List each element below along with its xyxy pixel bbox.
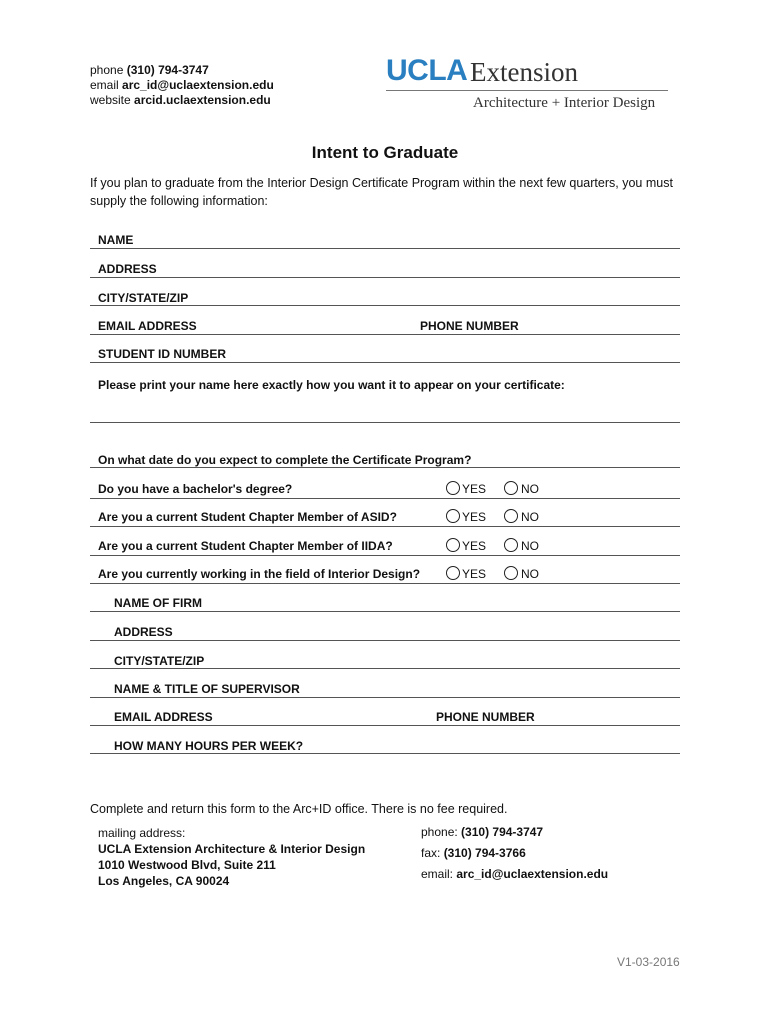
mailing-label: mailing address:	[98, 826, 186, 840]
employer-email-label: EMAIL ADDRESS	[114, 710, 213, 724]
city-field[interactable]	[90, 305, 680, 306]
firm-label: NAME OF FIRM	[114, 596, 202, 610]
city-label: CITY/STATE/ZIP	[98, 291, 189, 305]
radio-working-no-label: NO	[521, 567, 539, 581]
header-contact	[90, 63, 274, 108]
email-phone-field[interactable]	[90, 334, 680, 335]
logo-ucla: UCLA	[386, 54, 468, 87]
mailing-line-2: 1010 Westwood Blvd, Suite 211	[98, 858, 276, 872]
version-label: V1-03-2016	[617, 955, 680, 969]
radio-iida-no-label: NO	[521, 539, 539, 553]
radio-working-no[interactable]	[504, 566, 518, 580]
student-id-field[interactable]	[90, 362, 680, 363]
firm-field[interactable]	[90, 611, 680, 612]
header-email-line: email arc_id@uclaextension.edu	[90, 78, 274, 92]
question-working: Are you currently working in the field of Interior Design?	[98, 567, 421, 581]
footer-fax: (310) 794-3766	[443, 846, 526, 860]
question-asid: Are you a current Student Chapter Member of ASID?	[98, 510, 397, 524]
hours-field[interactable]	[90, 753, 680, 754]
logo-extension: Extension	[470, 57, 578, 87]
page-title: Intent to Graduate	[311, 143, 459, 162]
employer-phone-label: PHONE NUMBER	[436, 710, 535, 724]
radio-asid-yes-label: YES	[462, 510, 487, 524]
divider	[90, 555, 680, 556]
logo-divider	[386, 90, 668, 91]
header-website-line: website arcid.uclaextension.edu	[90, 93, 271, 107]
name-label: NAME	[98, 233, 134, 247]
footer-phone-line: phone: (310) 794-3747	[421, 825, 544, 839]
radio-iida-no[interactable]	[504, 538, 518, 552]
header-phone: (310) 794-3747	[126, 63, 209, 77]
footer-fax-line: fax: (310) 794-3766	[421, 846, 526, 860]
address-field[interactable]	[90, 277, 680, 278]
divider	[90, 583, 680, 584]
print-name-label: Please print your name here exactly how you want it to appear on your certificate:	[98, 378, 565, 392]
employer-city-label: CITY/STATE/ZIP	[114, 654, 205, 668]
address-label: ADDRESS	[98, 262, 157, 276]
completion-date-field[interactable]	[90, 467, 680, 468]
radio-bachelors-yes[interactable]	[446, 481, 460, 495]
header-website: arcid.uclaextension.edu	[134, 93, 271, 107]
divider	[90, 498, 680, 499]
question-bachelors: Do you have a bachelor's degree?	[98, 482, 293, 496]
footer-email: arc_id@uclaextension.edu	[456, 867, 609, 881]
footer-phone: (310) 794-3747	[461, 825, 544, 839]
radio-asid-no-label: NO	[521, 510, 539, 524]
intro-text: If you plan to graduate from the Interior Design Certificate Program within the next few quarters, you must supply the following information:	[90, 176, 673, 208]
radio-bachelors-no[interactable]	[504, 481, 518, 495]
radio-iida-yes-label: YES	[462, 539, 487, 553]
question-iida: Are you a current Student Chapter Member of IIDA?	[98, 539, 393, 553]
employer-city-field[interactable]	[90, 668, 680, 669]
hours-label: HOW MANY HOURS PER WEEK?	[114, 739, 304, 753]
logo-subtitle: Architecture + Interior Design	[473, 95, 656, 111]
mailing-address	[98, 825, 365, 889]
divider	[90, 526, 680, 527]
radio-bachelors-yes-label: YES	[462, 482, 487, 496]
header-email: arc_id@uclaextension.edu	[122, 78, 274, 92]
print-name-field[interactable]	[90, 422, 680, 423]
mailing-line-1: UCLA Extension Architecture & Interior Design	[98, 842, 366, 856]
employer-address-label: ADDRESS	[114, 625, 173, 639]
radio-asid-no[interactable]	[504, 509, 518, 523]
header-phone-line: phone (310) 794-3747	[90, 63, 209, 77]
completion-date-label: On what date do you expect to complete the Certificate Program?	[98, 453, 472, 467]
mailing-line-3: Los Angeles, CA 90024	[98, 874, 230, 888]
radio-working-yes-label: YES	[462, 567, 487, 581]
radio-asid-yes[interactable]	[446, 509, 460, 523]
radio-iida-yes[interactable]	[446, 538, 460, 552]
email-label: EMAIL ADDRESS	[98, 319, 197, 333]
phone-label: PHONE NUMBER	[420, 319, 519, 333]
radio-working-yes[interactable]	[446, 566, 460, 580]
return-instructions: Complete and return this form to the Arc+ID office. There is no fee required.	[90, 802, 508, 816]
employer-email-phone-field[interactable]	[90, 725, 680, 726]
supervisor-field[interactable]	[90, 697, 680, 698]
name-field[interactable]	[90, 248, 680, 249]
radio-bachelors-no-label: NO	[521, 482, 539, 496]
footer-email-line: email: arc_id@uclaextension.edu	[421, 867, 609, 881]
employer-address-field[interactable]	[90, 640, 680, 641]
student-id-label: STUDENT ID NUMBER	[98, 347, 226, 361]
supervisor-label: NAME & TITLE OF SUPERVISOR	[114, 682, 300, 696]
